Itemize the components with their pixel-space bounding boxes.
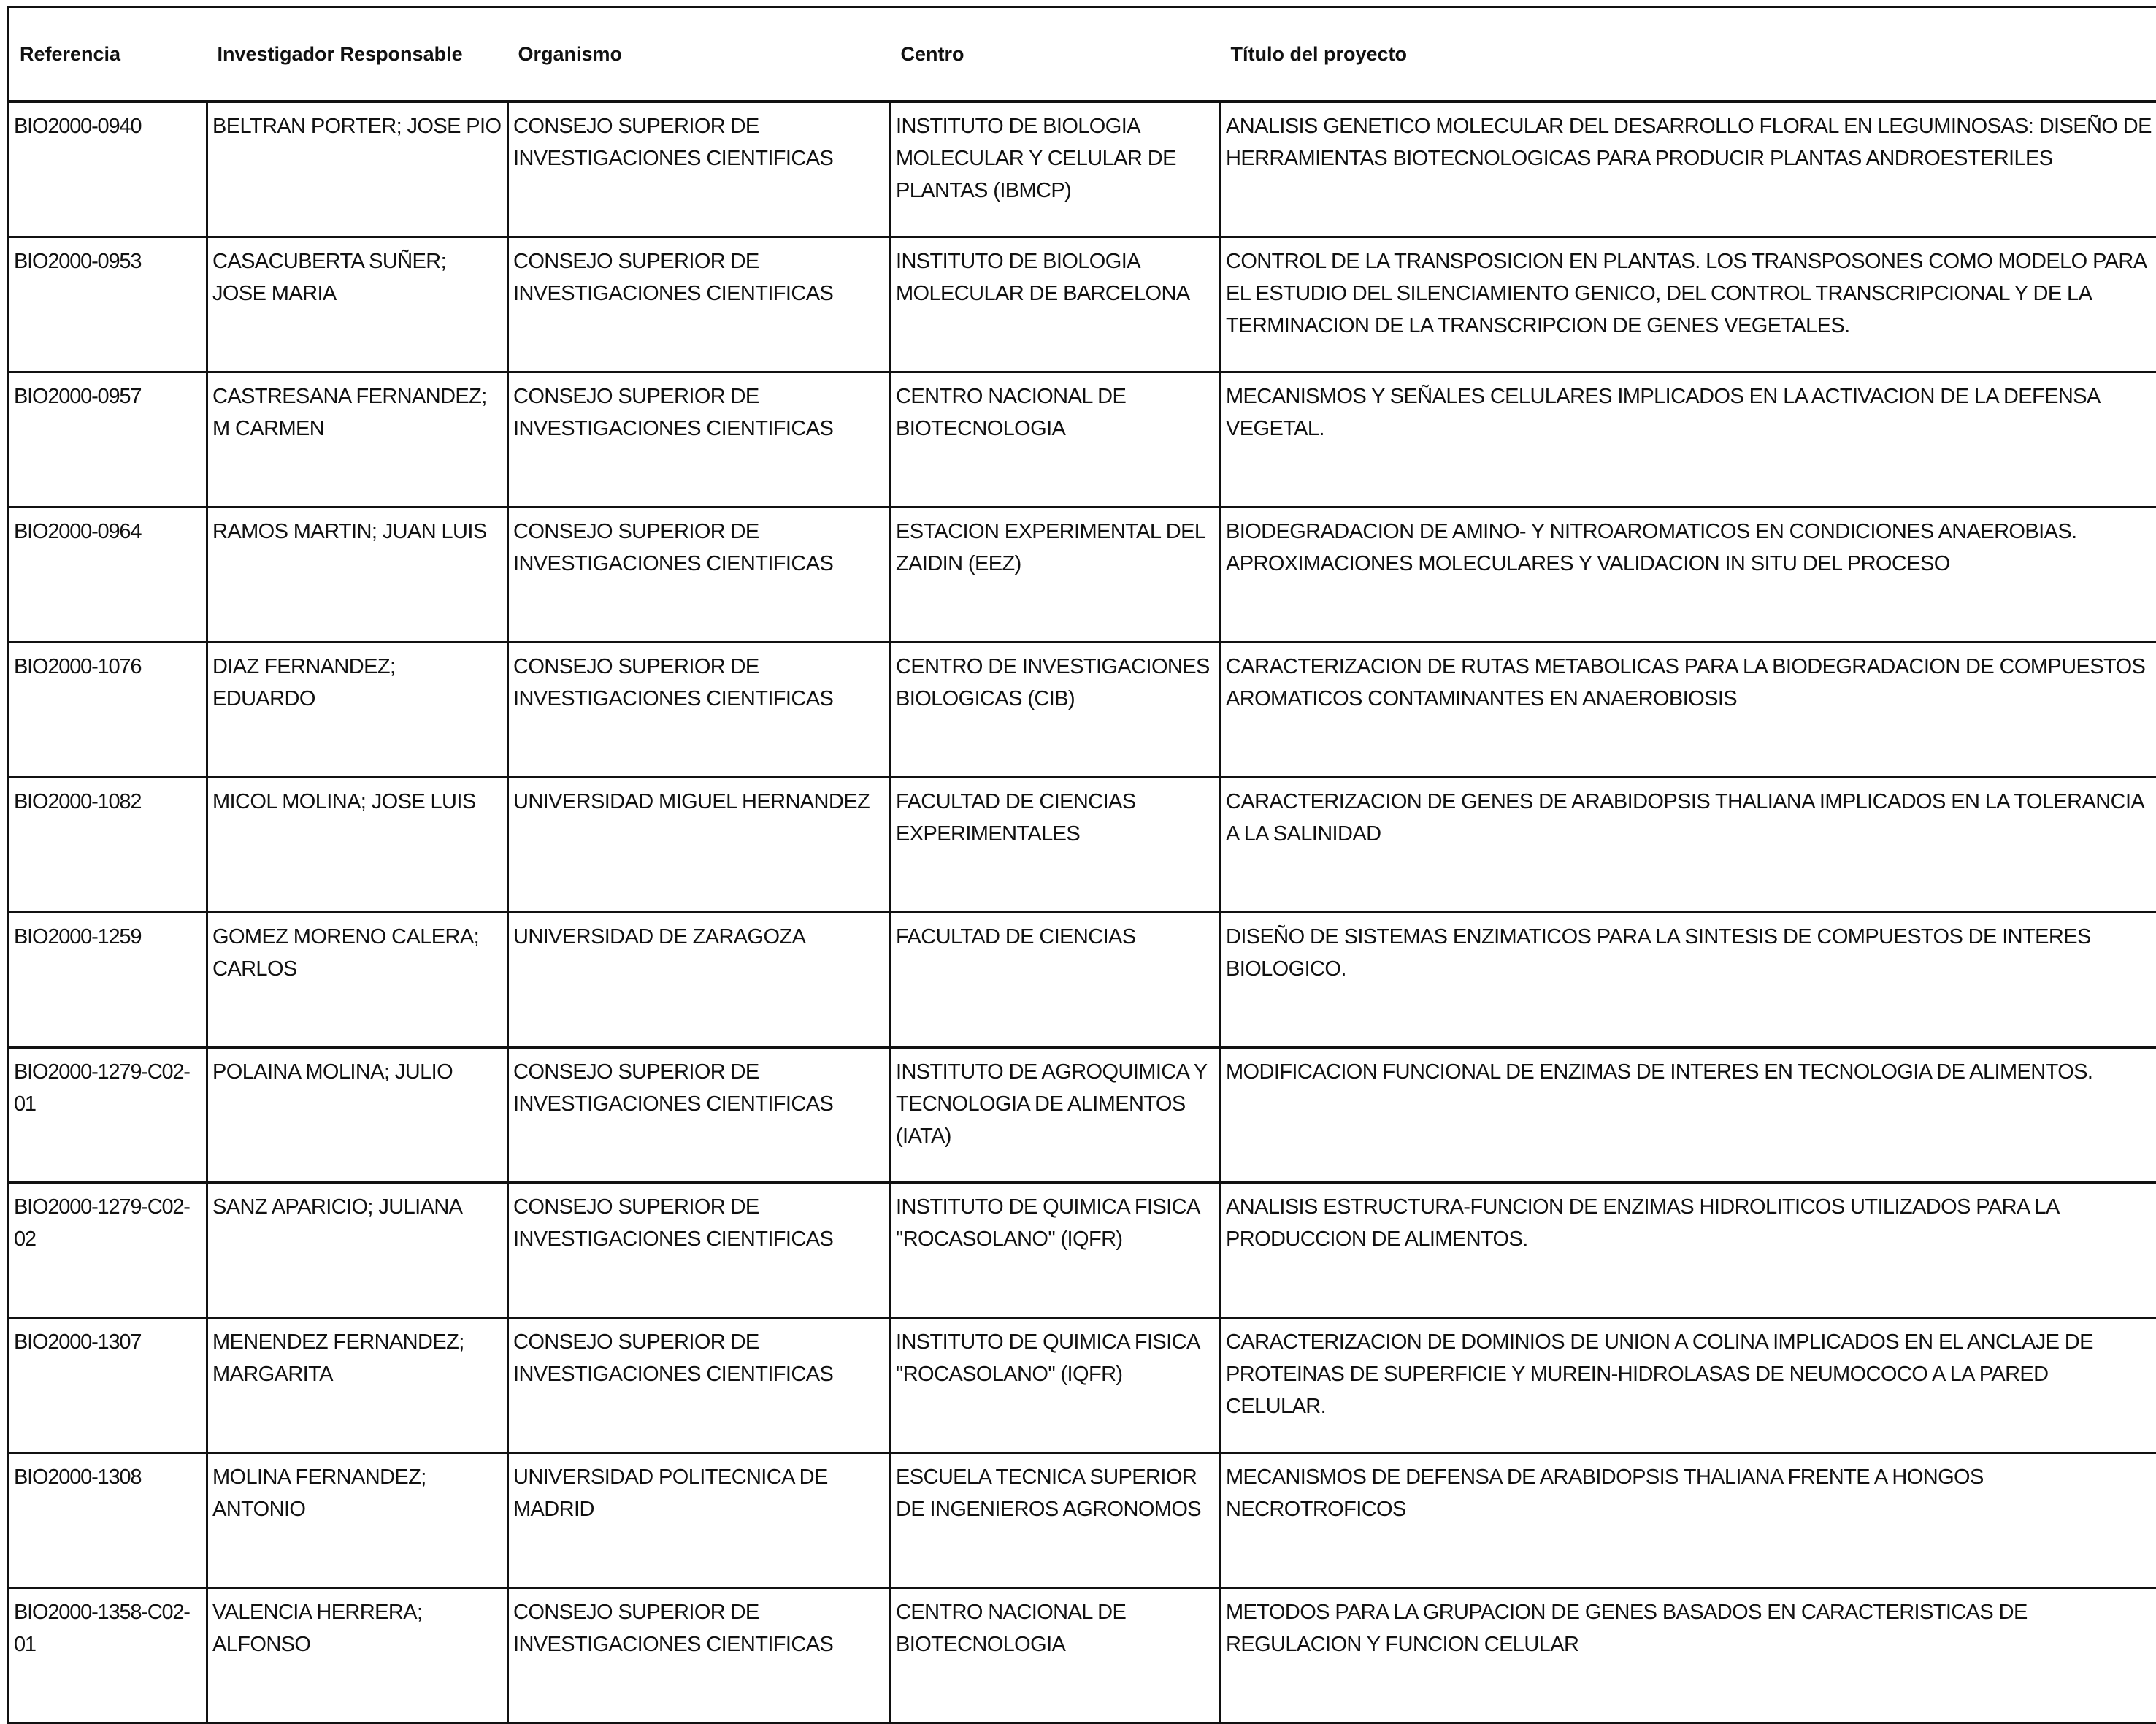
cell-centro: ESTACION EXPERIMENTAL DEL ZAIDIN (EEZ) bbox=[891, 507, 1221, 643]
header-referencia: Referencia bbox=[9, 7, 207, 102]
cell-organismo: UNIVERSIDAD DE ZARAGOZA bbox=[508, 913, 891, 1048]
cell-titulo: BIODEGRADACION DE AMINO- Y NITROAROMATICOS EN CONDICIONES ANAEROBIAS. APROXIMACIONES MOLECULARES Y VALIDACION IN SITU DEL PROCESO bbox=[1221, 507, 2156, 643]
cell-referencia: BIO2000-1279-C02-01 bbox=[9, 1048, 207, 1183]
table-row bbox=[9, 101, 2156, 237]
cell-investigador: BELTRAN PORTER; JOSE PIO bbox=[207, 101, 508, 237]
cell-titulo: DISEÑO DE SISTEMAS ENZIMATICOS PARA LA SINTESIS DE COMPUESTOS DE INTERES BIOLOGICO. bbox=[1221, 913, 2156, 1048]
cell-investigador: CASTRESANA FERNANDEZ; M CARMEN bbox=[207, 372, 508, 507]
table-row bbox=[9, 372, 2156, 507]
cell-referencia: BIO2000-1307 bbox=[9, 1318, 207, 1453]
cell-investigador: POLAINA MOLINA; JULIO bbox=[207, 1048, 508, 1183]
cell-organismo: CONSEJO SUPERIOR DE INVESTIGACIONES CIENTIFICAS bbox=[508, 1588, 891, 1723]
header-organismo: Organismo bbox=[508, 7, 891, 102]
table-row bbox=[9, 237, 2156, 372]
table-row bbox=[9, 1048, 2156, 1183]
cell-titulo: CONTROL DE LA TRANSPOSICION EN PLANTAS. LOS TRANSPOSONES COMO MODELO PARA EL ESTUDIO DEL SILENCIAMIENTO GENICO, DEL CONTROL TRANSCRIPCIONAL Y DE LA TERMINACION DE LA TRANSCRIPCION DE GENES VEGETALES. bbox=[1221, 237, 2156, 372]
cell-titulo: ANALISIS GENETICO MOLECULAR DEL DESARROLLO FLORAL EN LEGUMINOSAS: DISEÑO DE HERRAMIENTAS BIOTECNOLOGICAS PARA PRODUCIR PLANTAS ANDROESTERILES bbox=[1221, 101, 2156, 237]
cell-referencia: BIO2000-1259 bbox=[9, 913, 207, 1048]
cell-titulo: CARACTERIZACION DE GENES DE ARABIDOPSIS THALIANA IMPLICADOS EN LA TOLERANCIA A LA SALINIDAD bbox=[1221, 778, 2156, 913]
cell-organismo: CONSEJO SUPERIOR DE INVESTIGACIONES CIENTIFICAS bbox=[508, 372, 891, 507]
cell-referencia: BIO2000-0953 bbox=[9, 237, 207, 372]
cell-organismo: CONSEJO SUPERIOR DE INVESTIGACIONES CIENTIFICAS bbox=[508, 101, 891, 237]
cell-referencia: BIO2000-0957 bbox=[9, 372, 207, 507]
table-row bbox=[9, 1588, 2156, 1723]
cell-referencia: BIO2000-1358-C02-01 bbox=[9, 1588, 207, 1723]
cell-organismo: CONSEJO SUPERIOR DE INVESTIGACIONES CIENTIFICAS bbox=[508, 643, 891, 778]
cell-centro: INSTITUTO DE BIOLOGIA MOLECULAR DE BARCELONA bbox=[891, 237, 1221, 372]
table-row bbox=[9, 507, 2156, 643]
cell-titulo: CARACTERIZACION DE RUTAS METABOLICAS PARA LA BIODEGRADACION DE COMPUESTOS AROMATICOS CONTAMINANTES EN ANAEROBIOSIS bbox=[1221, 643, 2156, 778]
cell-referencia: BIO2000-0964 bbox=[9, 507, 207, 643]
cell-centro: CENTRO NACIONAL DE BIOTECNOLOGIA bbox=[891, 372, 1221, 507]
cell-investigador: VALENCIA HERRERA; ALFONSO bbox=[207, 1588, 508, 1723]
cell-investigador: CASACUBERTA SUÑER; JOSE MARIA bbox=[207, 237, 508, 372]
cell-titulo: MECANISMOS DE DEFENSA DE ARABIDOPSIS THALIANA FRENTE A HONGOS NECROTROFICOS bbox=[1221, 1453, 2156, 1588]
cell-titulo: METODOS PARA LA GRUPACION DE GENES BASADOS EN CARACTERISTICAS DE REGULACION Y FUNCION CELULAR bbox=[1221, 1588, 2156, 1723]
header-investigador: Investigador Responsable bbox=[207, 7, 508, 102]
cell-titulo: CARACTERIZACION DE DOMINIOS DE UNION A COLINA IMPLICADOS EN EL ANCLAJE DE PROTEINAS DE SUPERFICIE Y MUREIN-HIDROLASAS DE NEUMOCOCO A LA PARED CELULAR. bbox=[1221, 1318, 2156, 1453]
cell-centro: FACULTAD DE CIENCIAS EXPERIMENTALES bbox=[891, 778, 1221, 913]
projects-table bbox=[7, 6, 2156, 1724]
cell-organismo: UNIVERSIDAD MIGUEL HERNANDEZ bbox=[508, 778, 891, 913]
cell-centro: ESCUELA TECNICA SUPERIOR DE INGENIEROS AGRONOMOS bbox=[891, 1453, 1221, 1588]
cell-titulo: MODIFICACION FUNCIONAL DE ENZIMAS DE INTERES EN TECNOLOGIA DE ALIMENTOS. bbox=[1221, 1048, 2156, 1183]
cell-centro: CENTRO DE INVESTIGACIONES BIOLOGICAS (CIB) bbox=[891, 643, 1221, 778]
cell-referencia: BIO2000-1308 bbox=[9, 1453, 207, 1588]
header-row bbox=[9, 7, 2156, 102]
cell-centro: INSTITUTO DE AGROQUIMICA Y TECNOLOGIA DE ALIMENTOS (IATA) bbox=[891, 1048, 1221, 1183]
table-row bbox=[9, 913, 2156, 1048]
cell-organismo: UNIVERSIDAD POLITECNICA DE MADRID bbox=[508, 1453, 891, 1588]
cell-organismo: CONSEJO SUPERIOR DE INVESTIGACIONES CIENTIFICAS bbox=[508, 1318, 891, 1453]
cell-referencia: BIO2000-1076 bbox=[9, 643, 207, 778]
cell-investigador: GOMEZ MORENO CALERA; CARLOS bbox=[207, 913, 508, 1048]
table-row bbox=[9, 643, 2156, 778]
cell-centro: CENTRO NACIONAL DE BIOTECNOLOGIA bbox=[891, 1588, 1221, 1723]
cell-referencia: BIO2000-0940 bbox=[9, 101, 207, 237]
cell-investigador: DIAZ FERNANDEZ; EDUARDO bbox=[207, 643, 508, 778]
cell-referencia: BIO2000-1279-C02-02 bbox=[9, 1183, 207, 1318]
table-row bbox=[9, 1183, 2156, 1318]
cell-organismo: CONSEJO SUPERIOR DE INVESTIGACIONES CIENTIFICAS bbox=[508, 1048, 891, 1183]
cell-organismo: CONSEJO SUPERIOR DE INVESTIGACIONES CIENTIFICAS bbox=[508, 1183, 891, 1318]
cell-centro: INSTITUTO DE QUIMICA FISICA "ROCASOLANO" (IQFR) bbox=[891, 1183, 1221, 1318]
cell-investigador: MOLINA FERNANDEZ; ANTONIO bbox=[207, 1453, 508, 1588]
table-row bbox=[9, 1453, 2156, 1588]
cell-investigador: MENENDEZ FERNANDEZ; MARGARITA bbox=[207, 1318, 508, 1453]
cell-organismo: CONSEJO SUPERIOR DE INVESTIGACIONES CIENTIFICAS bbox=[508, 237, 891, 372]
cell-centro: INSTITUTO DE BIOLOGIA MOLECULAR Y CELULAR DE PLANTAS (IBMCP) bbox=[891, 101, 1221, 237]
cell-investigador: SANZ APARICIO; JULIANA bbox=[207, 1183, 508, 1318]
cell-titulo: MECANISMOS Y SEÑALES CELULARES IMPLICADOS EN LA ACTIVACION DE LA DEFENSA VEGETAL. bbox=[1221, 372, 2156, 507]
table-row bbox=[9, 778, 2156, 913]
cell-referencia: BIO2000-1082 bbox=[9, 778, 207, 913]
table-row bbox=[9, 1318, 2156, 1453]
cell-centro: FACULTAD DE CIENCIAS bbox=[891, 913, 1221, 1048]
cell-titulo: ANALISIS ESTRUCTURA-FUNCION DE ENZIMAS HIDROLITICOS UTILIZADOS PARA LA PRODUCCION DE ALIMENTOS. bbox=[1221, 1183, 2156, 1318]
cell-investigador: MICOL MOLINA; JOSE LUIS bbox=[207, 778, 508, 913]
header-centro: Centro bbox=[891, 7, 1221, 102]
cell-investigador: RAMOS MARTIN; JUAN LUIS bbox=[207, 507, 508, 643]
cell-centro: INSTITUTO DE QUIMICA FISICA "ROCASOLANO" (IQFR) bbox=[891, 1318, 1221, 1453]
header-titulo: Título del proyecto bbox=[1221, 7, 2156, 102]
cell-organismo: CONSEJO SUPERIOR DE INVESTIGACIONES CIENTIFICAS bbox=[508, 507, 891, 643]
